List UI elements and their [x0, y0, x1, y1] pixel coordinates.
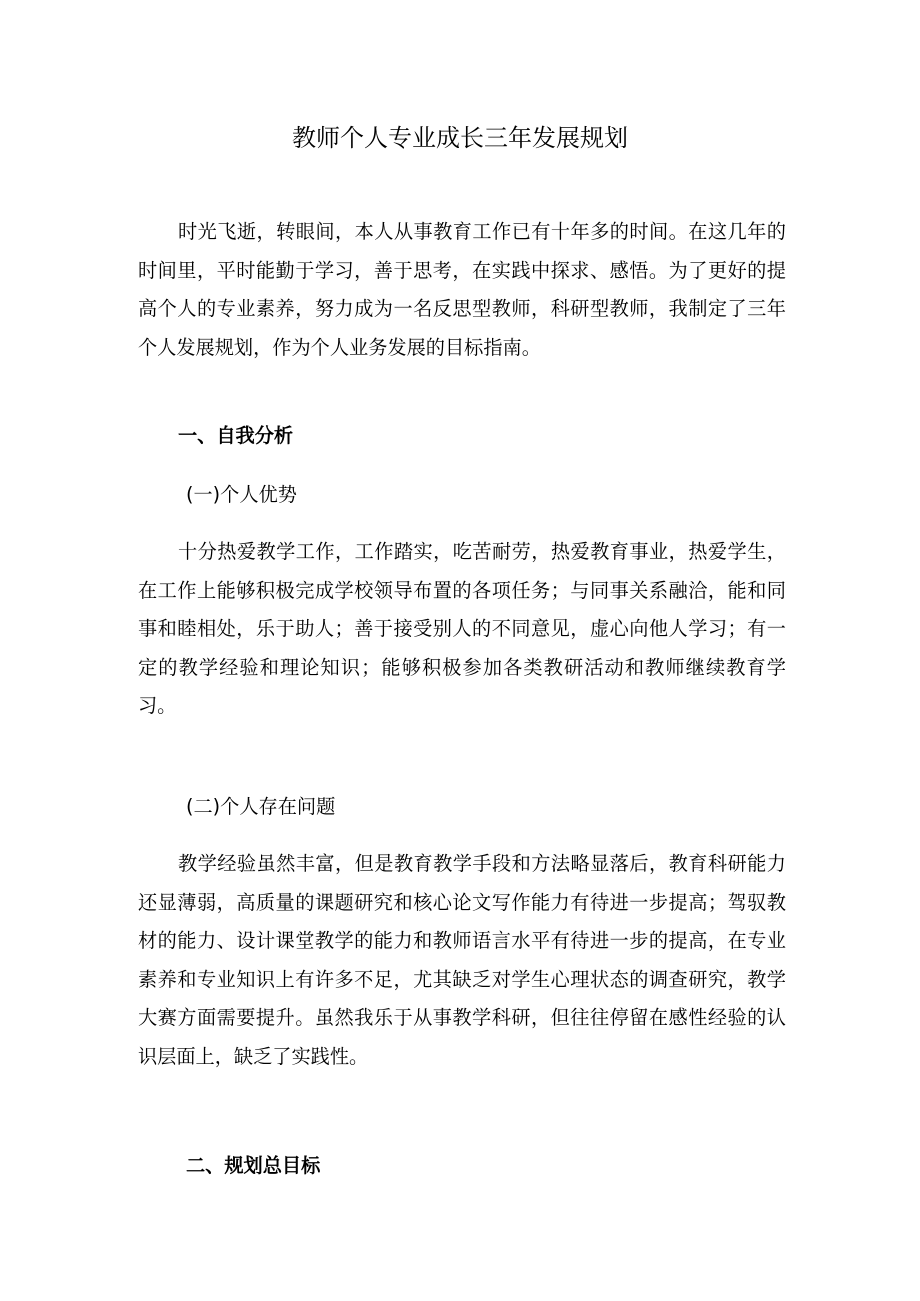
subsection-heading-problems: (二)个人存在问题 — [186, 795, 336, 818]
section-heading-self-analysis: 一、自我分析 — [178, 424, 294, 447]
strengths-paragraph: 十分热爱教学工作，工作踏实，吃苦耐劳，热爱教育事业，热爱学生，在工作上能够积极完成学校领导布置的各项任务；与同事关系融洽，能和同事和睦相处，乐于助人；善于接受别人的不同意见，虚心向他人学习；有一定的教学经验和理论知识；能够积极参加各类教研活动和教师继续教育学习。 — [138, 540, 786, 717]
problems-paragraph: 教学经验虽然丰富，但是教育教学手段和方法略显落后，教育科研能力还显薄弱，高质量的课题研究和核心论文写作能力有待进一步提高；驾驭教材的能力、设计课堂教学的能力和教师语言水平有待进一步的提高，在专业素养和专业知识上有许多不足，尤其缺乏对学生心理状态的调查研究，教学大赛方面需要提升。虽然我乐于从事教学科研，但往往停留在感性经验的认识层面上，缺乏了实践性。 — [138, 852, 786, 1068]
subsection-heading-strengths: (一)个人优势 — [186, 483, 297, 506]
intro-paragraph: 时光飞逝，转眼间，本人从事教育工作已有十年多的时间。在这几年的时间里，平时能勤于学习，善于思考，在实践中探求、感悟。为了更好的提高个人的专业素养，努力成为一名反思型教师，科研型教师，我制定了三年个人发展规划，作为个人业务发展的目标指南。 — [138, 220, 786, 359]
document-title: 教师个人专业成长三年发展规划 — [292, 124, 628, 152]
section-heading-overall-goal: 二、规划总目标 — [186, 1154, 321, 1177]
